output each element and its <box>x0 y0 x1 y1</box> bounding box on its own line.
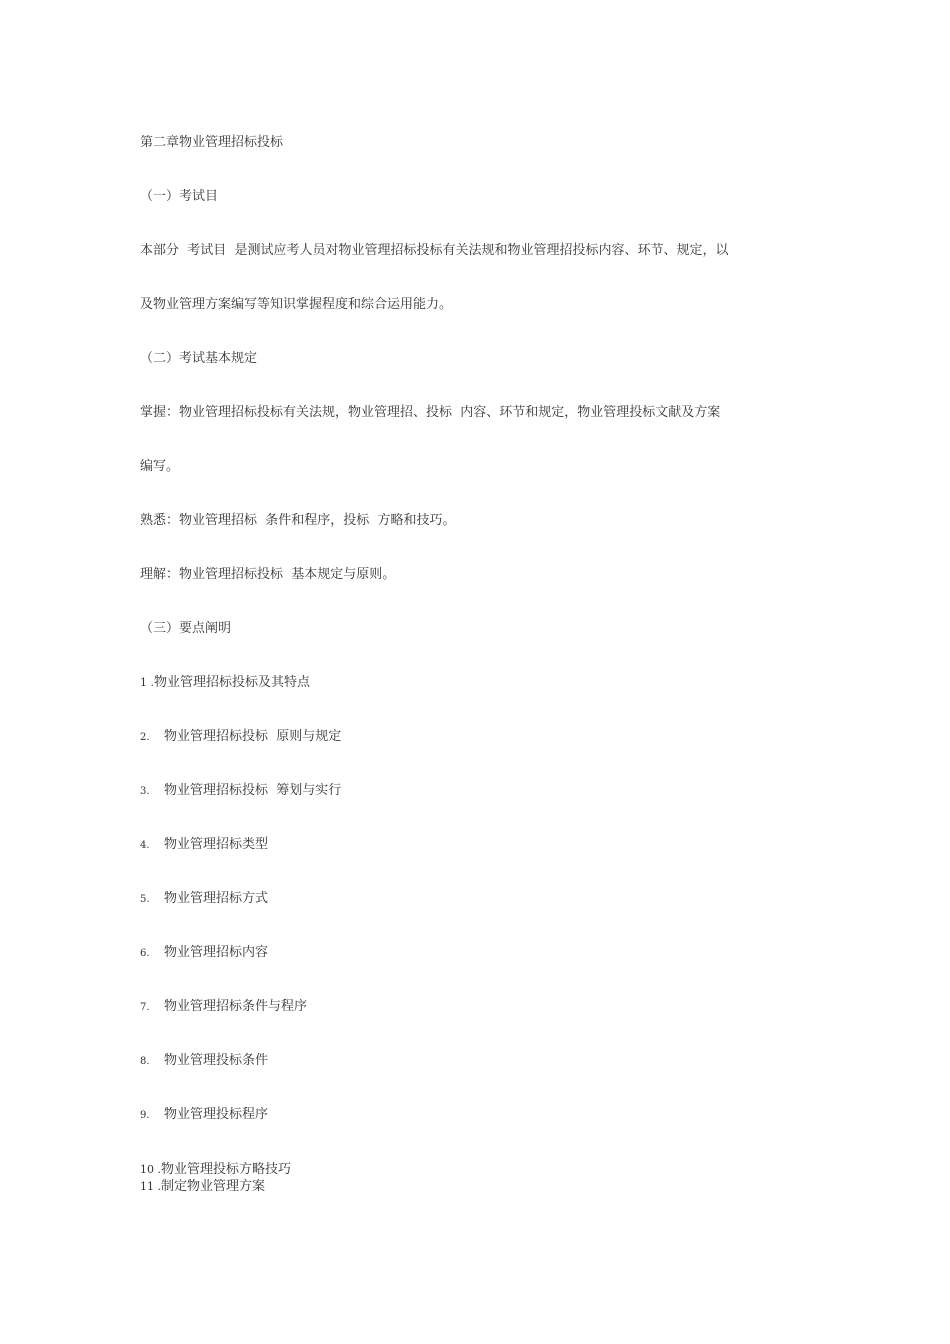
list-item-text: 物业管理招标方式 <box>164 891 269 906</box>
section3-heading: （三）要点阐明 <box>140 621 232 636</box>
chapter-title: 第二章物业管理招标投标 <box>140 135 284 150</box>
list-item <box>140 945 268 962</box>
section2-familiar: 熟悉：物业管理招标 条件和程序，投标 方略和技巧。 <box>140 513 456 528</box>
list-item-text: 物业管理投标程序 <box>164 1107 269 1122</box>
section2-master-line1: 掌握：物业管理招标投标有关法规，物业管理招、投标 内容、环节和规定，物业管理投标文献及方案 <box>140 405 721 420</box>
section1-heading: （一）考试目 <box>140 189 219 204</box>
list-item-text: 物业管理投标条件 <box>164 1053 269 1068</box>
list-item <box>140 837 268 854</box>
list-item-text: 物业管理投标方略技巧 <box>161 1162 292 1177</box>
list-item-text: 物业管理招标投标及其特点 <box>154 675 311 690</box>
section2-master-line2: 编写。 <box>140 459 180 474</box>
list-item <box>140 783 341 800</box>
list-item-text: 制定物业管理方案 <box>161 1179 266 1194</box>
list-item <box>140 999 307 1016</box>
list-item-number: 6. <box>140 948 150 959</box>
section2-understand: 理解：物业管理招标投标 基本规定与原则。 <box>140 567 396 582</box>
list-item-text: 物业管理招标类型 <box>164 837 269 852</box>
list-item-text: 物业管理招标内容 <box>164 945 269 960</box>
list-item <box>140 729 341 746</box>
list-item <box>140 1053 268 1070</box>
list-item-number: 3. <box>140 786 150 797</box>
list-item-number: 7. <box>140 1002 150 1013</box>
section1-body-line1: 本部分 考试目 是测试应考人员对物业管理招标投标有关法规和物业管理招投标内容、环节、规定，以 <box>140 243 729 258</box>
section2-heading: （二）考试基本规定 <box>140 351 258 366</box>
list-item-number: 10 . <box>140 1163 161 1176</box>
list-item-number: 8. <box>140 1056 150 1067</box>
list-item <box>140 1162 291 1178</box>
list-item-number: 5. <box>140 894 150 905</box>
list-item-text: 物业管理招标条件与程序 <box>164 999 308 1014</box>
list-item-number: 2. <box>140 732 150 743</box>
list-item <box>140 1107 268 1124</box>
list-item-number: 4. <box>140 840 150 851</box>
list-item <box>140 675 310 691</box>
section1-body-line2: 及物业管理方案编写等知识掌握程度和综合运用能力。 <box>140 297 453 312</box>
list-item-number: 9. <box>140 1110 150 1121</box>
list-item-number: 1 . <box>140 676 154 689</box>
list-item <box>140 891 268 908</box>
list-item-number: 11 . <box>140 1180 161 1193</box>
list-item <box>140 1179 265 1195</box>
list-item-text: 物业管理招标投标 原则与规定 <box>164 729 342 744</box>
list-item-text: 物业管理招标投标 筹划与实行 <box>164 783 342 798</box>
